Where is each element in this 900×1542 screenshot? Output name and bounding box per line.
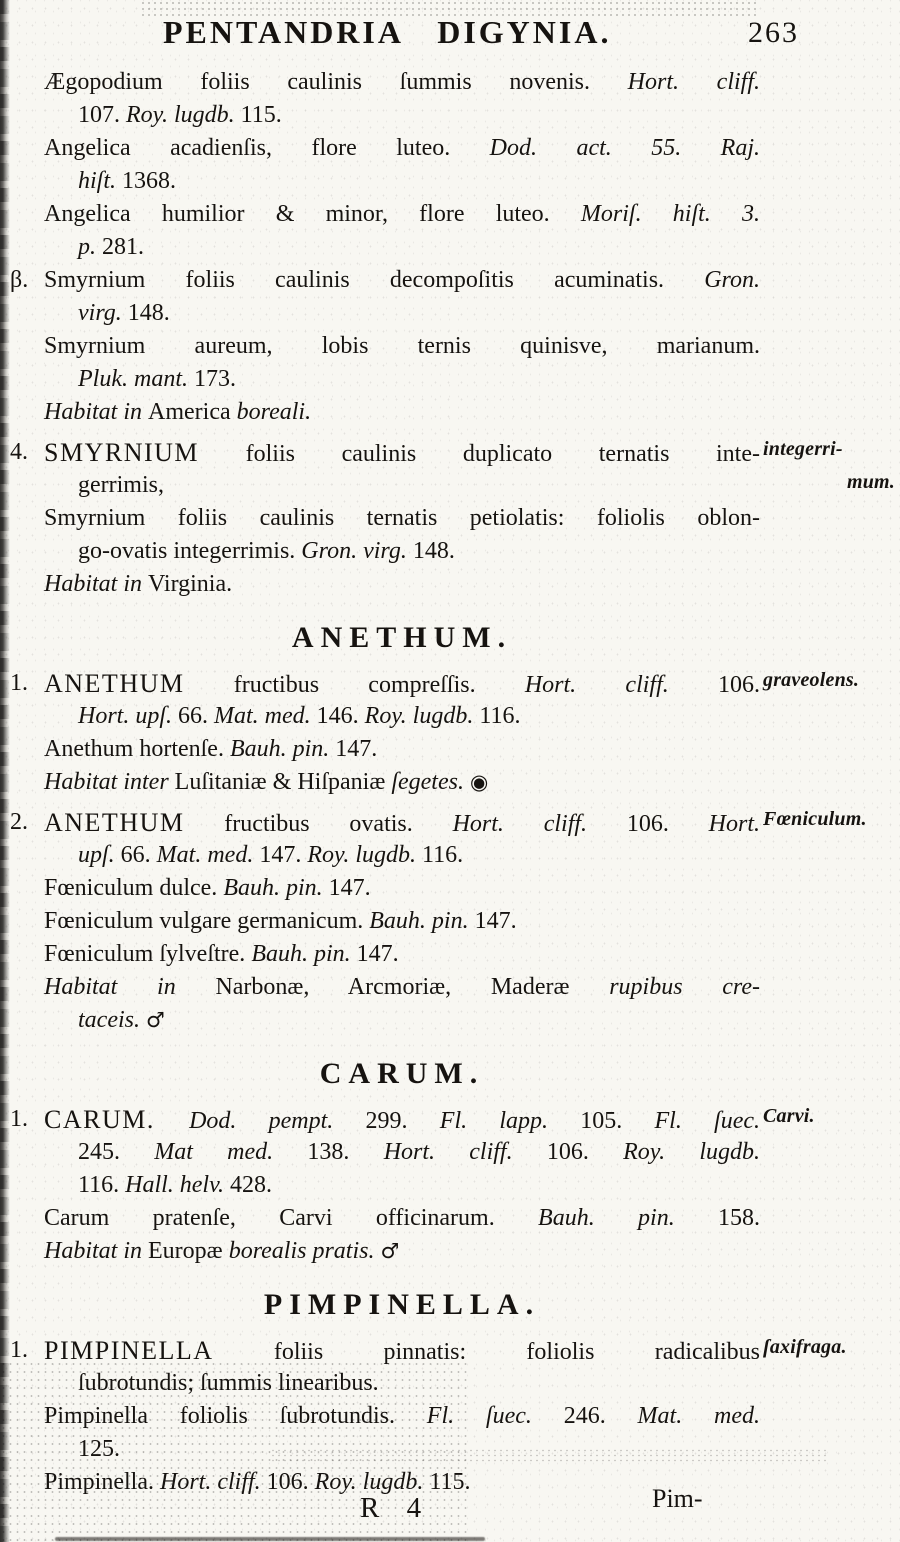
text-segment: Dod. pempt.	[189, 1108, 366, 1134]
text-segment: Ægopodium foliis caulinis ſummis novenis.	[44, 69, 628, 95]
text-segment: upſ.	[78, 842, 121, 868]
page-header-title: PENTANDRIA DIGYNIA.	[163, 14, 612, 50]
genus-heading: CARUM.	[319, 1057, 485, 1090]
text-segment: 66.	[120, 842, 157, 868]
text-segment: Hort. cliff.	[627, 69, 760, 95]
text-segment: 158.	[718, 1205, 761, 1231]
text-segment: Habitat in	[44, 571, 149, 597]
continuation-line	[78, 297, 760, 330]
text-segment: CARUM.	[44, 1105, 190, 1134]
text-segment: gerrimis,	[78, 472, 164, 498]
text-segment: Hort. cliff.	[452, 811, 627, 837]
text-segment: ſegetes.	[391, 769, 470, 795]
text-segment: 115.	[429, 1469, 471, 1495]
continuation-line	[78, 1169, 760, 1202]
species-line	[10, 806, 867, 839]
text-segment: Luſitaniæ & Hiſpaniæ	[174, 769, 392, 795]
text-segment: PIMPINELLA	[44, 1336, 214, 1365]
text-segment: Habitat in	[44, 399, 149, 425]
habitat-line	[44, 766, 760, 799]
text-segment: 138.	[307, 1139, 384, 1165]
text-segment: Gron.	[704, 267, 760, 293]
text-segment: virg.	[78, 300, 128, 326]
text-segment: 147.	[335, 736, 378, 762]
lifespan-symbol: ♂	[145, 1008, 165, 1032]
synonym-line	[44, 1202, 760, 1235]
signature-mark: R 4	[360, 1492, 432, 1524]
habitat-line	[44, 396, 760, 429]
text-segment: Roy. lugdb.	[126, 102, 241, 128]
margin-note: Fœniculum.	[763, 808, 867, 830]
continuation-line	[78, 1433, 760, 1466]
margin-note: ſaxifraga.	[763, 1336, 847, 1358]
text-segment: Pimpinella foliolis ſubrotundis.	[44, 1403, 427, 1429]
species-number: 2.	[10, 809, 28, 835]
species-number: β.	[10, 267, 29, 293]
continuation-line	[78, 469, 895, 502]
text-segment: Angelica acadienſis, flore luteo.	[44, 135, 490, 161]
text-segment: Angelica humilior & minor, flore luteo.	[44, 201, 581, 227]
lifespan-symbol: ♂	[380, 1239, 400, 1263]
text-segment: 147.	[328, 875, 371, 901]
text-segment: 1368.	[122, 168, 177, 194]
text-segment: 105.	[580, 1108, 655, 1134]
text-segment: Roy. lugdb.	[364, 703, 480, 729]
text-segment: foliis caulinis duplicato ternatis inte-	[199, 441, 760, 467]
text-segment: 147.	[474, 908, 517, 934]
species-line	[10, 1103, 815, 1136]
continuation-line	[78, 1367, 760, 1400]
text-segment: Habitat inter	[44, 769, 175, 795]
text-segment: Hort. cliff.	[524, 672, 718, 698]
text-segment: America	[148, 399, 237, 425]
text-segment: Habitat in	[44, 1238, 149, 1264]
text-segment: Bauh. pin.	[538, 1205, 719, 1231]
text-segment: Smyrnium foliis caulinis decompoſitis acuminatis.	[44, 267, 705, 293]
text-segment: ſubrotundis; ſummis linearibus.	[78, 1370, 379, 1396]
continuation-line	[78, 99, 760, 132]
species-line	[10, 1334, 847, 1367]
text-segment: Bauh. pin.	[229, 736, 336, 762]
text-segment: 299.	[365, 1108, 440, 1134]
catchword: Pim-	[652, 1484, 703, 1513]
synonym-line	[44, 938, 760, 971]
habitat-line	[44, 568, 760, 601]
text-segment: 245.	[78, 1139, 155, 1165]
text-segment: fructibus ovatis.	[184, 811, 453, 837]
text-segment: Mat. med.	[637, 1403, 760, 1429]
text-segment: 106.	[266, 1469, 315, 1495]
habitat-line	[44, 971, 760, 1004]
text-segment: Pimpinella.	[44, 1469, 160, 1495]
synonym-line	[44, 502, 760, 535]
text-segment: Gron. virg.	[301, 538, 413, 564]
text-segment: Anethum hortenſe.	[44, 736, 230, 762]
text-segment: Fl. ſuec.	[426, 1403, 564, 1429]
text-segment: Bauh. pin.	[369, 908, 475, 934]
continuation-line	[78, 1136, 760, 1169]
text-segment: 147.	[259, 842, 308, 868]
text-segment: Narbonæ, Arcmoriæ, Maderæ	[215, 974, 610, 1000]
text-segment: Smyrnium foliis caulinis ternatis petiolatis: foliolis oblon-	[44, 505, 760, 531]
text-segment: 148.	[412, 538, 455, 564]
text-segment: Mat med.	[154, 1139, 308, 1165]
continuation-line	[78, 535, 760, 568]
text-segment: ANETHUM	[44, 669, 185, 698]
text-segment: Fœniculum ſylveſtre.	[44, 941, 252, 967]
text-segment: 107.	[78, 102, 126, 128]
text-segment: foliis pinnatis: foliolis radicalibus	[213, 1339, 760, 1365]
text-segment: 115.	[240, 102, 282, 128]
text-segment: rupibus cre-	[609, 974, 760, 1000]
synonym-line	[44, 198, 760, 231]
text-segment: taceis.	[78, 1007, 146, 1033]
text-segment: Smyrnium aureum, lobis ternis quinisve, marianum.	[44, 333, 760, 359]
genus-heading: ANETHUM.	[291, 621, 513, 654]
continuation-line	[78, 1004, 760, 1037]
text-segment: Mat. med.	[214, 703, 317, 729]
text-segment: Bauh. pin.	[251, 941, 357, 967]
species-number: 1.	[10, 1106, 28, 1132]
text-segment: Europæ	[148, 1238, 229, 1264]
species-line	[10, 667, 860, 700]
margin-note: mum.	[846, 471, 895, 493]
text-segment: boreali.	[236, 399, 312, 425]
text-segment: Virginia.	[148, 571, 233, 597]
running-head	[0, 14, 900, 56]
text-segment: 428.	[229, 1172, 272, 1198]
continuation-line	[78, 165, 760, 198]
text-segment: Hort.	[708, 811, 760, 837]
text-segment: go-ovatis integerrimis.	[78, 538, 302, 564]
text-segment: Fœniculum dulce.	[44, 875, 224, 901]
continuation-line	[78, 231, 760, 264]
text-segment: 125.	[78, 1436, 120, 1462]
text-segment: Pluk. mant.	[78, 366, 194, 392]
text-segment: 173.	[193, 366, 236, 392]
continuation-line	[78, 839, 760, 872]
text-segment: Roy. lugdb.	[623, 1139, 761, 1165]
text-segment: 106.	[718, 672, 760, 698]
habitat-line	[44, 1235, 760, 1268]
lifespan-symbol: ◉	[469, 770, 489, 794]
text-segment: 116.	[78, 1172, 126, 1198]
text-segment: SMYRNIUM	[44, 438, 200, 467]
genus-heading: PIMPINELLA.	[263, 1288, 541, 1321]
species-line	[10, 436, 843, 469]
text-segment: 106.	[546, 1139, 624, 1165]
text-segment: Roy. lugdb.	[307, 842, 422, 868]
synonym-line	[44, 66, 760, 99]
synonym-line	[44, 905, 760, 938]
species-number: 4.	[10, 439, 28, 465]
text-segment: hiſt.	[78, 168, 123, 194]
text-segment: Moriſ. hiſt. 3.	[580, 201, 761, 227]
text-segment: Fl. lapp.	[439, 1108, 581, 1134]
text-segment: Carum pratenſe, Carvi officinarum.	[44, 1205, 539, 1231]
text-segment: Fl. ſuec.	[654, 1108, 761, 1134]
synonym-line	[44, 872, 760, 905]
text-segment: 146.	[316, 703, 365, 729]
page-body-text	[0, 66, 900, 1499]
continuation-line	[78, 700, 760, 733]
synonym-line	[44, 1400, 760, 1433]
text-segment: 116.	[479, 703, 521, 729]
text-segment: fructibus compreſſis.	[184, 672, 525, 698]
text-segment: Mat. med.	[156, 842, 260, 868]
text-segment: 116.	[421, 842, 464, 868]
variety-line	[10, 264, 760, 297]
text-segment: borealis pratis.	[228, 1238, 381, 1264]
text-segment: 66.	[178, 703, 215, 729]
continuation-line	[78, 363, 760, 396]
margin-note: integerri-	[763, 438, 843, 460]
text-segment: Hort. cliff.	[160, 1469, 267, 1495]
text-segment: 148.	[127, 300, 170, 326]
synonym-line	[44, 733, 760, 766]
scan-edge-bottom	[55, 1537, 485, 1541]
text-segment: Hall. helv.	[125, 1172, 230, 1198]
margin-note: Carvi.	[763, 1105, 815, 1127]
text-segment: Bauh. pin.	[223, 875, 329, 901]
species-number: 1.	[10, 670, 28, 696]
text-segment: 246.	[563, 1403, 638, 1429]
text-segment: ANETHUM	[44, 808, 185, 837]
text-segment: p.	[78, 234, 102, 260]
species-number: 1.	[10, 1337, 28, 1363]
text-segment: 106.	[626, 811, 709, 837]
margin-note: graveolens.	[763, 669, 860, 691]
page-number: 263	[748, 16, 799, 49]
text-segment: Habitat in	[44, 974, 216, 1000]
text-segment: Dod. act. 55. Raj.	[489, 135, 760, 161]
text-segment: Fœniculum vulgare germanicum.	[44, 908, 370, 934]
text-segment: Hort. cliff.	[383, 1139, 547, 1165]
text-segment: 281.	[102, 234, 144, 260]
text-segment: Hort. upſ.	[78, 703, 179, 729]
text-segment: 147.	[356, 941, 399, 967]
text-segment: Roy. lugdb.	[314, 1469, 430, 1495]
synonym-line	[44, 132, 760, 165]
synonym-line	[44, 330, 760, 363]
